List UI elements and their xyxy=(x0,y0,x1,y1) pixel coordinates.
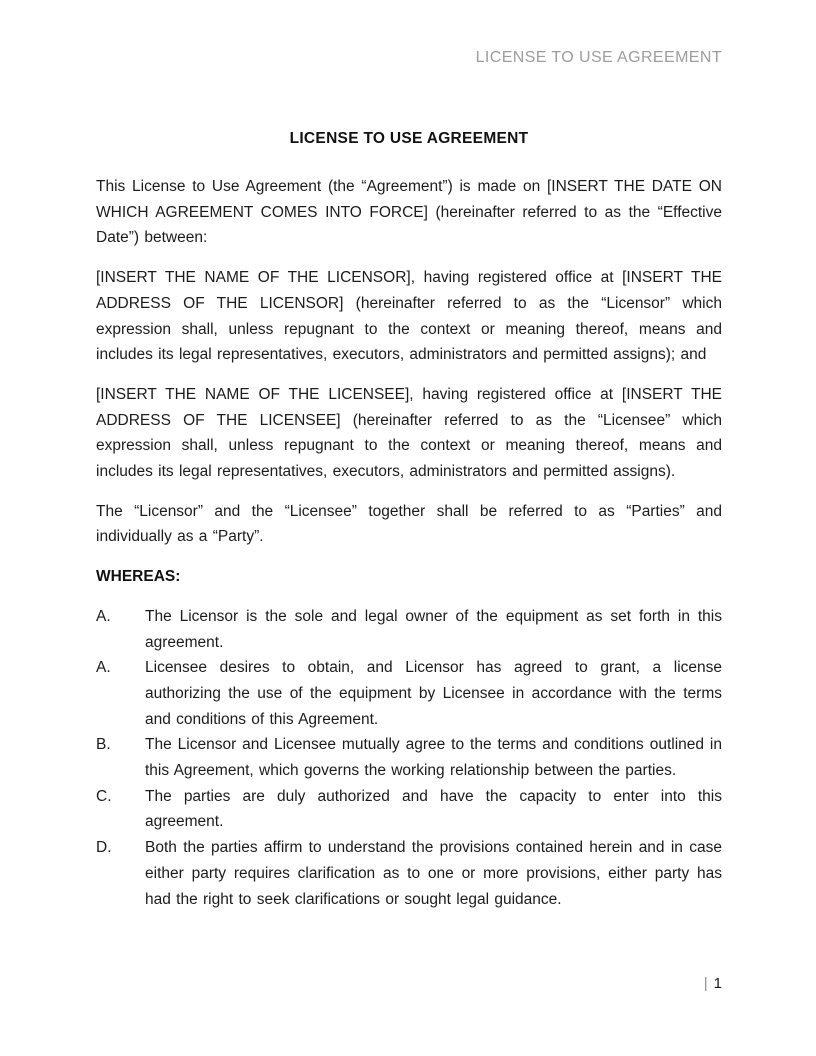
paragraph-licensor: [INSERT THE NAME OF THE LICENSOR], having registered office at [INSERT THE ADDRESS OF THE LICENSOR] (hereinafter referred to as the “Licensor” which expression shall, unless repugnant to the context or meaning thereof, means and includes its legal representatives, executors, administrators and permitted assigns); and xyxy=(96,269,722,364)
page-header xyxy=(96,48,722,68)
paragraph-licensee: [INSERT THE NAME OF THE LICENSEE], having registered office at [INSERT THE ADDRESS OF THE LICENSEE] (hereinafter referred to as the “Licensee” which expression shall, unless repugnant to the context or meaning thereof, means and includes its legal representatives, executors, administrators and permitted assigns). xyxy=(96,385,722,481)
list-item-marker: A. xyxy=(96,607,111,625)
list-item-text: The parties are duly authorized and have the capacity to enter into this agreement. xyxy=(145,787,722,831)
list-item-text: The Licensor is the sole and legal owner of the equipment as set forth in this agreement. xyxy=(145,607,722,651)
list-item xyxy=(96,732,722,783)
list-item-marker: C. xyxy=(96,787,112,805)
list-item xyxy=(96,784,722,835)
list-item xyxy=(96,655,722,732)
list-item-text: The Licensor and Licensee mutually agree to the terms and conditions outlined in this Agreement, which governs the working relationship between the parties. xyxy=(145,736,722,780)
document-title: LICENSE TO USE AGREEMENT xyxy=(289,130,529,147)
list-item xyxy=(96,604,722,655)
list-item-text: Both the parties affirm to understand the provisions contained herein and in case either party requires clarification as to one or more provisions, either party has had the right to seek clarifications or sought legal guidance. xyxy=(145,839,722,908)
whereas-heading: WHEREAS: xyxy=(96,568,181,586)
list-item-text: Licensee desires to obtain, and Licensor has agreed to grant, a license authorizing the use of the equipment by Licensee in accordance with the terms and conditions of this Agreement. xyxy=(145,659,722,728)
header-title: LICENSE TO USE AGREEMENT xyxy=(475,49,722,66)
footer-separator: | xyxy=(703,975,708,992)
document-body xyxy=(96,129,722,912)
whereas-list xyxy=(96,604,722,912)
list-item-marker: D. xyxy=(96,839,112,857)
paragraph-parties: The “Licensor” and the “Licensee” together shall be referred to as “Parties” and individually as a “Party”. xyxy=(96,502,722,546)
page-number: 1 xyxy=(713,975,722,992)
list-item-marker: A. xyxy=(96,659,111,677)
list-item-marker: B. xyxy=(96,736,111,754)
paragraph-intro: This License to Use Agreement (the “Agreement”) is made on [INSERT THE DATE ON WHICH AGREEMENT COMES INTO FORCE] (hereinafter referred to as the “Effective Date”) between: xyxy=(96,178,722,247)
list-item xyxy=(96,835,722,912)
page-footer xyxy=(96,974,722,994)
